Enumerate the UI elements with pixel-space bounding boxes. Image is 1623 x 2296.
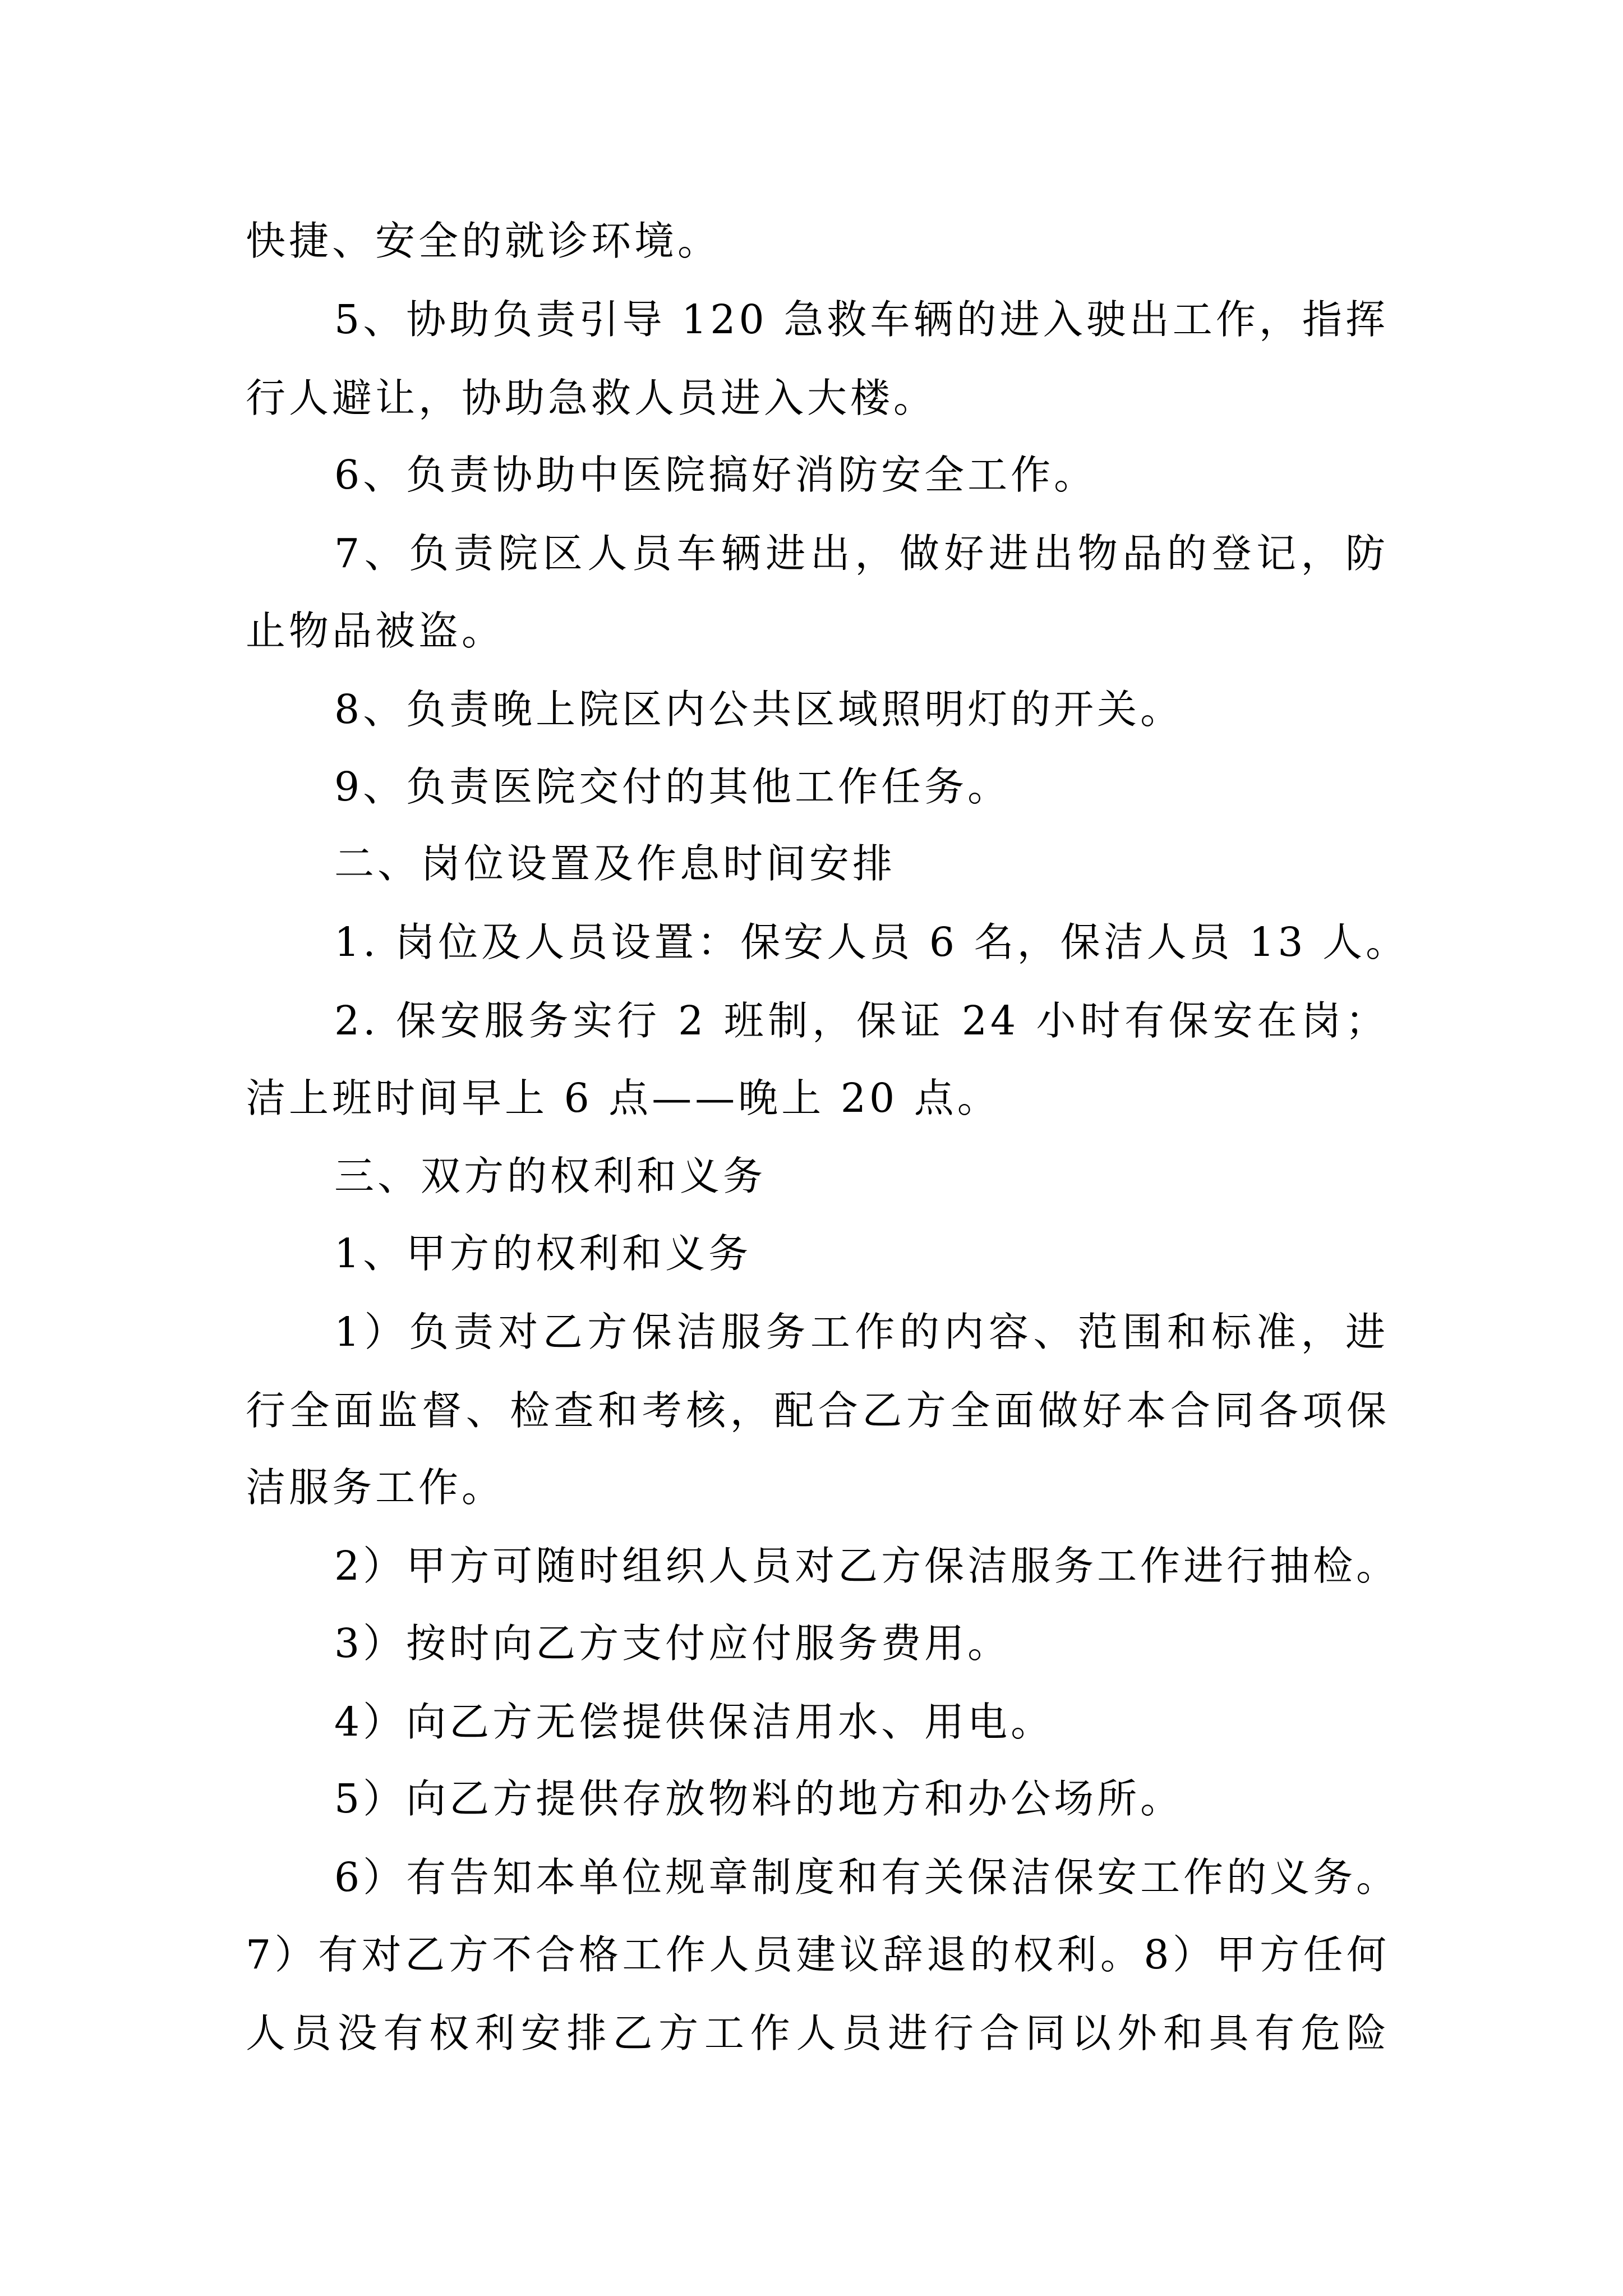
paragraph-line: 5、协助负责引导 120 急救车辆的进入驶出工作，指挥 — [334, 296, 1389, 343]
paragraph-line: 2）甲方可随时组织人员对乙方保洁服务工作进行抽检。 — [334, 1543, 1400, 1589]
paragraph-line: 洁上班时间早上 6 点——晚上 20 点。 — [246, 1075, 1000, 1121]
paragraph-line: 止物品被盗。 — [246, 608, 505, 654]
paragraph-line: 8、负责晚上院区内公共区域照明灯的开关。 — [334, 686, 1184, 733]
section-heading: 二、岗位设置及作息时间安排 — [334, 840, 896, 887]
paragraph-line: 人员没有权利安排乙方工作人员进行合同以外和具有危险 — [246, 2010, 1390, 2056]
paragraph-line: 1）负责对乙方保洁服务工作的内容、范围和标准，进 — [334, 1309, 1389, 1355]
paragraph-line: 洁服务工作。 — [246, 1464, 505, 1511]
section-heading: 三、双方的权利和义务 — [334, 1153, 767, 1199]
paragraph-line: 9、负责医院交付的其他工作任务。 — [334, 763, 1011, 810]
paragraph-line: 4）向乙方无偿提供保洁用水、用电。 — [334, 1699, 1054, 1745]
paragraph-line: 3）按时向乙方支付应付服务费用。 — [334, 1620, 1011, 1667]
paragraph-line: 6）有告知本单位规章制度和有关保洁保安工作的义务。 — [334, 1854, 1400, 1901]
paragraph-line: 5）向乙方提供存放物料的地方和办公场所。 — [334, 1775, 1184, 1822]
paragraph-line: 7、负责院区人员车辆进出，做好进出物品的登记，防 — [334, 530, 1389, 577]
paragraph-line: 行人避让，协助急救人员进入大楼。 — [246, 375, 937, 421]
paragraph-line: 快捷、安全的就诊环境。 — [246, 218, 721, 264]
paragraph-line: 7）有对乙方不合格工作人员建议辞退的权利。8）甲方任何 — [246, 1931, 1390, 1978]
paragraph-line: 6、负责协助中医院搞好消防安全工作。 — [334, 452, 1098, 498]
subsection-heading: 1、甲方的权利和义务 — [334, 1230, 752, 1277]
paragraph-line: 2. 保安服务实行 2 班制，保证 24 小时有保安在岗； — [334, 997, 1389, 1044]
paragraph-line: 行全面监督、检查和考核，配合乙方全面做好本合同各项保 — [246, 1387, 1390, 1434]
paragraph-line: 1. 岗位及人员设置：保安人员 6 名，保洁人员 13 人。 — [334, 919, 1409, 965]
